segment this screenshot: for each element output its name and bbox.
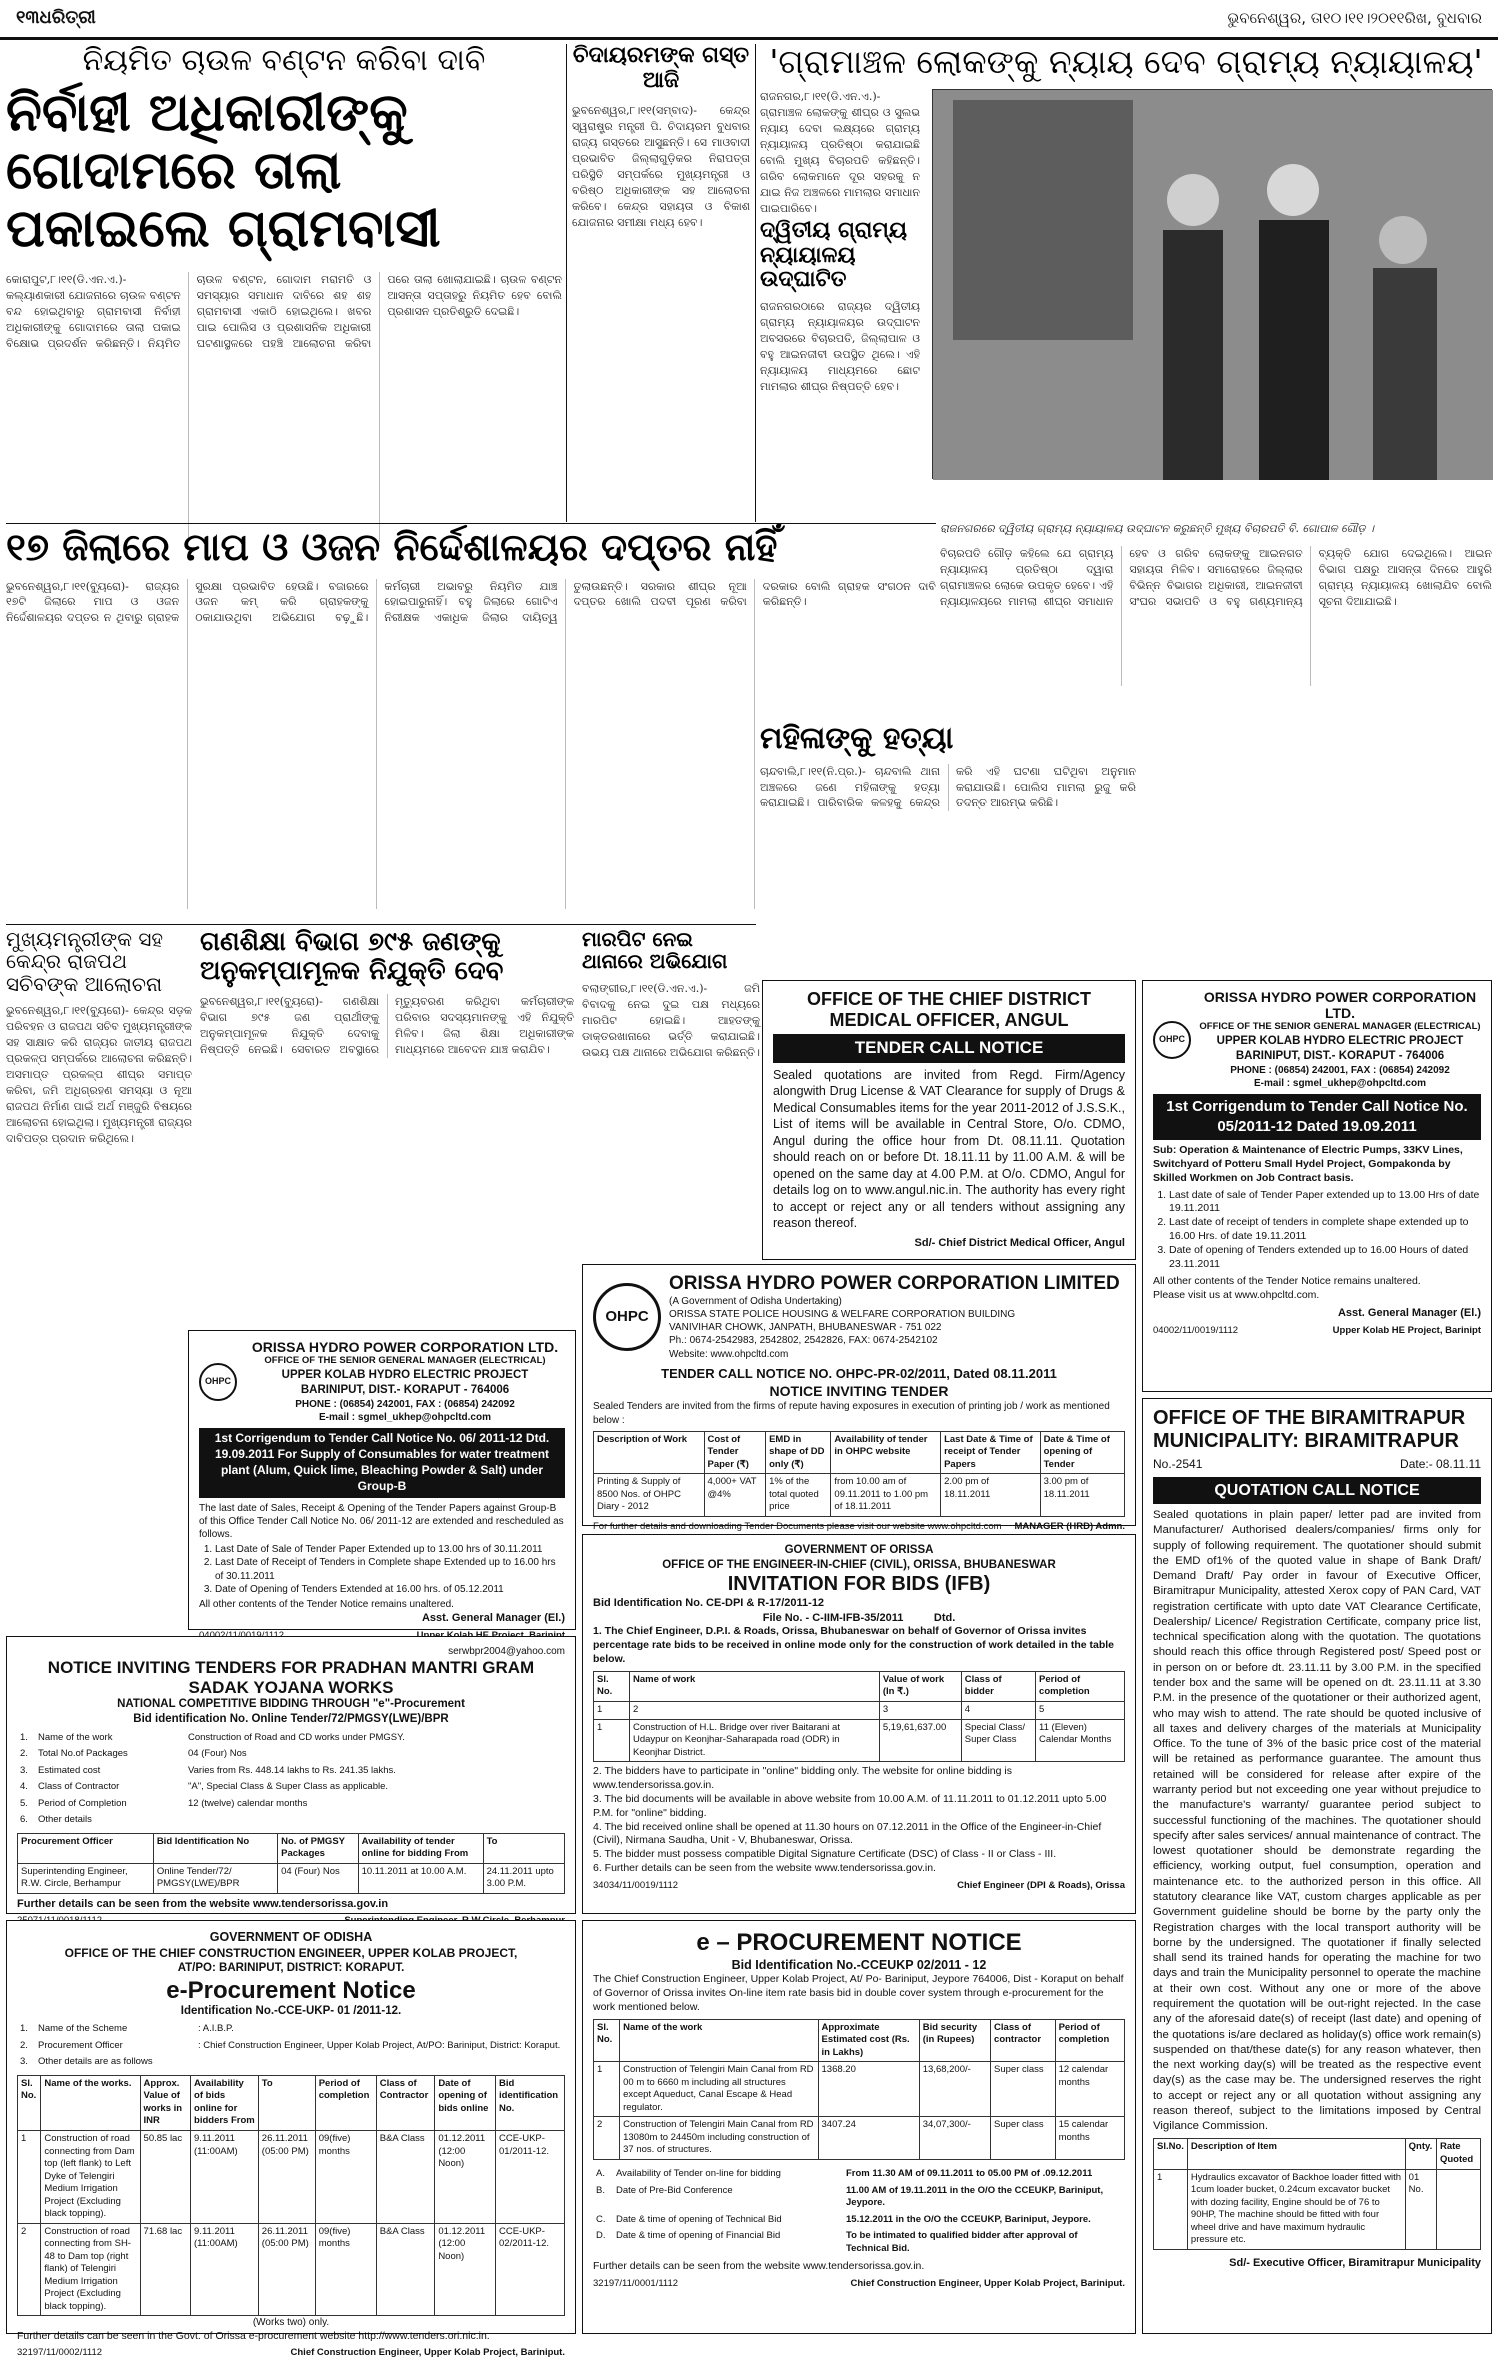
ad-cdmo-angul: [762, 980, 1136, 1260]
ad-ohpc-corrigendum-05: [1142, 980, 1492, 1392]
table-cell: 5,19,61,637.00: [879, 1719, 961, 1762]
ad-company: ORISSA HYDRO POWER CORPORATION LTD.: [251, 1339, 559, 1355]
table-cell: 15 calendar months: [1055, 2117, 1124, 2160]
story-body: କୋରାପୁଟ,୮।୧୧(ଡି.ଏନ.ଏ.)- କଲ୍ୟାଣକାରୀ ଯୋଜନାରେ ଚାଉଳ ବଣ୍ଟନ ବନ୍ଦ ହୋଇଥିବାରୁ ଗ୍ରାମବାସୀ ନିର୍ବାହୀ ଅଧିକାରୀଙ୍କୁ ଗୋଦାମରେ ତାଲା ପକାଇ ବିକ୍ଷୋଭ ପ୍ରଦର୍ଶନ କରିଛନ୍ତି। ନିୟମିତ ଚାଉଳ ବଣ୍ଟନ, ଗୋଦାମ ମରାମତି ଓ ସମସ୍ୟାର ସମାଧାନ ଦାବିରେ ଶହ ଶହ ଗ୍ରାମବାସୀ ଏକାଠି ହୋଇଥିଲେ। ଖବର ପାଇ ପୋଲିସ ଓ ପ୍ରଶାସନିକ ଅଧିକାରୀ ଘଟଣାସ୍ଥଳରେ ପହଞ୍ଚି ଆଲୋଚନା କରିବା ପରେ ତାଲା ଖୋଲାଯାଇଛି। ଚାଉଳ ବଣ୍ଟନ ଆସନ୍ତା ସପ୍ତାହରୁ ନିୟମିତ ହେବ ବୋଲି ପ୍ରଶାସନ ପ୍ରତିଶ୍ରୁତି ଦେଇଛି।: [6, 273, 562, 351]
ohpc-logo-icon: OHPC: [1153, 1021, 1191, 1059]
table-cell: 4.: [20, 1781, 28, 1793]
table-cell: Other details: [38, 1814, 92, 1826]
table-cell: CCE-UKP-02/2011-12.: [496, 2223, 565, 2316]
ad-id: Identification No.-CCE-UKP- 01 /2011-12.: [180, 2005, 402, 2018]
table-cell: Super class: [991, 2117, 1056, 2160]
table-cell: 1: [18, 2130, 41, 2223]
court-inauguration-photo: [932, 89, 1492, 479]
ad-email: serwbpr2004@yahoo.com: [448, 1646, 565, 1657]
table-cell: Super class: [991, 2062, 1056, 2117]
story-body: ବଲାଙ୍ଗୀର,୮।୧୧(ଡି.ଏନ.ଏ.)- ଜମି ବିବାଦକୁ ନେଇ ଦୁଇ ପକ୍ଷ ମଧ୍ୟରେ ମାରପିଟ ହୋଇଛି। ଆହତଙ୍କୁ ଡାକ୍ତରଖାନାରେ ଭର୍ତ୍ତି କରାଯାଇଛି। ଉଭୟ ପକ୍ଷ ଥାନାରେ ଅଭିଯୋଗ କରିଛନ୍ତି।: [582, 981, 760, 1059]
ad-intro: The Chief Construction Engineer, Upper Kolab Project, At/ Po- Bariniput, Jeypore 764006, Dist - Koraput on behalf of Governor of Orissa invites On-line item rate basis bid in double cover system through e-procurement for the work mentioned below.: [593, 1973, 1124, 2013]
ad-title: INVITATION FOR BIDS (IFB): [727, 1573, 991, 1596]
table-cell: Date of Pre-Bid Conference: [616, 2184, 733, 2196]
ad-ohpc-diary-tender: [582, 1264, 1136, 1532]
ad-address: BARINIPUT, DIST.- KORAPUT - 764006: [1235, 1049, 1445, 1062]
table-cell: Estimated cost: [38, 1764, 101, 1776]
ad-corrigendum-bar: 1st Corrigendum to Tender Call Notice No. 06/ 2011-12 Dtd. 19.09.2011 For Supply of Consumables for water treatment plant (Alum, Quick lime, Bleaching Powder & Salt) under Group-B: [199, 1428, 565, 1497]
story-body: ରାଜନଗର,୮।୧୧(ଡି.ଏନ.ଏ.)- ଗ୍ରାମାଞ୍ଚଳ ଲୋକଙ୍କୁ ଶୀଘ୍ର ଓ ସୁଲଭ ନ୍ୟାୟ ଦେବା ଲକ୍ଷ୍ୟରେ ଗ୍ରାମ୍ୟ ନ୍ୟାୟାଳୟ ପ୍ରତିଷ୍ଠା କରାଯାଇଛି ବୋଲି ମୁଖ୍ୟ ବିଚାରପତି କହିଛନ୍ତି। ଗରିବ ଲୋକମାନେ ଦୂର ସହରକୁ ନ ଯାଇ ନିଜ ଅଞ୍ଚଳରେ ମାମଲାର ସମାଧାନ ପାଇପାରିବେ।: [760, 89, 920, 215]
table-cell: Procurement Officer: [38, 2039, 123, 2051]
ad-fields: [17, 2021, 565, 2071]
ad-file-no: File No. - C-IIM-IFB-35/2011 Dtd.: [762, 1611, 956, 1624]
story-continued: ବିଚାରପତି ଗୌଡ଼ କହିଲେ ଯେ ଗ୍ରାମ୍ୟ ନ୍ୟାୟାଳୟ ପ୍ରତିଷ୍ଠା ଦ୍ୱାରା ଗ୍ରାମାଞ୍ଚଳର ଲୋକେ ଉପକୃତ ହେବେ। ଏହି ନ୍ୟାୟାଳୟରେ ମାମଲା ଶୀଘ୍ର ସମାଧାନ ହେବ ଓ ଗରିବ ଲୋକଙ୍କୁ ଆଇନଗତ ସହାୟତା ମିଳିବ। ସମାରୋହରେ ଜିଲ୍ଲାର ବିଭିନ୍ନ ବିଭାଗର ଅଧିକାରୀ, ଆଇନଜୀବୀ ସଂଘର ସଭାପତି ଓ ବହୁ ଗଣ୍ୟମାନ୍ୟ ବ୍ୟକ୍ତି ଯୋଗ ଦେଇଥିଲେ। ଆଇନ ବିଭାଗ ପକ୍ଷରୁ ଆସନ୍ତା ଦିନରେ ଆହୁରି ଗ୍ରାମ୍ୟ ନ୍ୟାୟାଳୟ ଖୋଲାଯିବ ବୋଲି ସୂଚନା ଦିଆଯାଇଛି।: [940, 547, 1492, 608]
masthead: [0, 0, 1498, 40]
table-cell: 5.: [20, 1797, 28, 1809]
ad-title: NOTICE INVITING TENDERS FOR PRADHAN MANTRI GRAM SADAK YOJANA WORKS: [47, 1658, 535, 1697]
table-row: [594, 2062, 1125, 2117]
ad-note: All other contents of the Tender Notice remains unaltered.: [1153, 1274, 1421, 1287]
ad-title: OFFICE OF THE BIRAMITRAPUR MUNICIPALITY: BIRAMITRAPUR: [1153, 1407, 1466, 1452]
ad-band: QUOTATION CALL NOTICE: [1153, 1477, 1481, 1504]
table-cell: 71.68 lac: [140, 2223, 190, 2316]
table-cell: [185, 1812, 565, 1829]
ad-further: Further details can be seen from the website www.tendersorissa.gov.in.: [593, 2260, 925, 2273]
ad-address: AT/PO: BARINIPUT, DISTRICT: KORAPUT.: [177, 1962, 405, 1975]
table-cell: 2: [594, 2117, 620, 2160]
table-cell: Online Tender/72/ PMGSY(LWE)/BPR: [153, 1863, 277, 1893]
table-row: [17, 2054, 565, 2071]
table-cell: 2.00 pm of 18.11.2011: [941, 1474, 1040, 1517]
table-cell: D.: [596, 2230, 606, 2242]
table-row: [594, 2117, 1125, 2160]
table-header: Rate Quoted: [1436, 2139, 1480, 2169]
table-header: Name of the work: [620, 2019, 818, 2062]
table-cell: Name of the work: [38, 1731, 113, 1743]
photo-figures: [933, 90, 1493, 480]
table-cell: 1: [594, 1702, 630, 1720]
ad-visit: Please visit us at www.ohpcltd.com.: [1153, 1288, 1320, 1301]
ad-subtitle: NATIONAL COMPETITIVE BIDDING THROUGH "e"-Procurement: [117, 1698, 465, 1711]
table-row: [593, 2183, 1125, 2212]
table-cell: 2.: [20, 2039, 28, 2051]
ad-items: [199, 1543, 565, 1596]
table-cell: 12 (twelve) calendar months: [188, 1797, 308, 1809]
ad-ref: 34034/11/0019/1112: [593, 1880, 679, 1892]
table-header: Sl. No.: [594, 2019, 620, 2062]
table-cell: Construction of road connecting from SH-48 to Dam top (right flank) of Telengiri Medium Irrigation Project (Excluding black topping).: [41, 2223, 140, 2316]
ad-package-table: [17, 1833, 565, 1894]
ad-intro: Sealed Tenders are invited from the firms of repute having exposures in execution of printing job / work as mentioned below :: [593, 1401, 1110, 1426]
ad-further: Further details can be seen in the Govt. of Orissa e-procurement website http://www.tenders.ori.nic.in.: [17, 2329, 490, 2342]
ad-pmgsy-tender: [6, 1636, 576, 1914]
story-body: ଭୁବନେଶ୍ୱର,୮।୧୧(ବ୍ୟୁରୋ)- କେନ୍ଦ୍ର ସଡ଼କ ପରିବହନ ଓ ରାଜପଥ ସଚିବ ମୁଖ୍ୟମନ୍ତ୍ରୀଙ୍କ ସହ ସାକ୍ଷାତ କରି ରାଜ୍ୟର ଜାତୀୟ ରାଜପଥ ପ୍ରକଳ୍ପ ସମ୍ପର୍କରେ ଆଲୋଚନା କରିଛନ୍ତି। ଅସମାପ୍ତ ପ୍ରକଳ୍ପ ଶୀଘ୍ର ସମାପ୍ତ କରିବା, ଜମି ଅଧିଗ୍ରହଣ ସମସ୍ୟା ଓ ନୂଆ ରାଜପଥ ନିର୍ମାଣ ପାଇଁ ଅର୍ଥ ମଞ୍ଜୁରି ବିଷୟରେ ଆଲୋଚନା ହୋଇଥିଲା। ମୁଖ୍ୟମନ୍ତ୍ରୀ ରାଜ୍ୟର ଦାବିପତ୍ର ପ୍ରଦାନ କରିଥିଲେ।: [6, 1004, 192, 1145]
ad-tender-table: [593, 1431, 1125, 1517]
table-cell: 4,000+ VAT @4%: [704, 1474, 766, 1517]
story-body: ଭୁବନେଶ୍ୱର,୮।୧୧(ସମ୍ବାଦ)- କେନ୍ଦ୍ର ସ୍ୱରାଷ୍ଟ୍ର ମନ୍ତ୍ରୀ ପି. ଚିଦାୟରମ ବୁଧବାର ରାଜ୍ୟ ଗସ୍ତରେ ଆସୁଛନ୍ତି। ସେ ମାଓବାଦୀ ପ୍ରଭାବିତ ଜିଲ୍ଲାଗୁଡ଼ିକର ନିରାପତ୍ତା ପରିସ୍ଥିତି ସମ୍ପର୍କରେ ମୁଖ୍ୟମନ୍ତ୍ରୀ ଓ ବରିଷ୍ଠ ଅଧିକାରୀଙ୍କ ସହ ଆଲୋଚନା କରିବେ। କେନ୍ଦ୍ର ସହାୟତା ଓ ବିକାଶ ଯୋଜନାର ସମୀକ୍ଷା ମଧ୍ୟ ହେବ।: [572, 104, 750, 229]
table-row: [17, 1796, 565, 1813]
ohpc-logo-icon: OHPC: [593, 1283, 661, 1351]
ad-line: Ph.: 0674-2542983, 2542802, 2542826, FAX: 0674-2542102: [669, 1335, 938, 1347]
table-header: Sl. No.: [18, 2075, 41, 2130]
ad-title: e-Procurement Notice: [166, 1976, 416, 2004]
story-headline: ମାରପିଟ ନେଇ ଥାନାରେ ଅଭିଯୋଗ: [582, 927, 728, 974]
story-headline: ମୁଖ୍ୟମନ୍ତ୍ରୀଙ୍କ ସହ କେନ୍ଦ୍ର ରାଜପଥ ସଚିବଙ୍କ ଆଲୋଚନା: [6, 927, 164, 996]
table-header: Availability of tender online for bidding From: [358, 1833, 483, 1863]
table-header: To: [483, 1833, 564, 1863]
ad-band: TENDER CALL NOTICE: [773, 1034, 1125, 1062]
ad-item: 2. The bidders have to participate in "online" bidding only. The website for online bidding is www.tendersorissa.gov.in.: [593, 1765, 1012, 1791]
ad-intro: The last date of Sales, Receipt & Opening of the Tender Papers against Group-B of this Office Tender Call Notice No. 06/ 2011-12 are extended and rescheduled as follows.: [199, 1502, 564, 1541]
ad-phone: PHONE : (06854) 242001, FAX : (06854) 242092: [1230, 1065, 1450, 1077]
ad-line: Website: www.ohpcltd.com: [669, 1348, 789, 1360]
table-cell: 2: [630, 1702, 880, 1720]
ad-signature: Sd/- Executive Officer, Biramitrapur Municipality: [1229, 2256, 1481, 2269]
ad-office: OFFICE OF THE ENGINEER-IN-CHIEF (CIVIL), ORISSA, BHUBANESWAR: [662, 1559, 1056, 1572]
ad-item: 5. The bidder must possess compatible Digital Signature Certificate (DSC) of Class - II or Class - III.: [593, 1848, 1057, 1861]
table-cell: Total No.of Packages: [38, 1748, 128, 1760]
table-cell: B.: [596, 2184, 605, 2196]
ad-item: 1. Last Date of Sale of Tender Paper Extended up to 13.00 hrs of 30.11.2011: [215, 1543, 565, 1556]
table-header: Qnty.: [1405, 2139, 1436, 2169]
ad-eprocurement-02: [582, 1920, 1136, 2334]
table-row: [593, 2166, 1125, 2183]
table-header: Class of contractor: [991, 2019, 1056, 2062]
table-row: [17, 1812, 565, 1829]
table-header: Class of Contractor: [376, 2075, 435, 2130]
table-cell: 9.11.2011 (11:00AM): [191, 2130, 259, 2223]
ad-company: ORISSA HYDRO POWER CORPORATION LTD.: [1203, 989, 1477, 1022]
table-header: Bid security (in Rupees): [919, 2019, 990, 2062]
ohpc-logo-icon: OHPC: [199, 1363, 237, 1401]
story-headline: ମହିଳାଙ୍କୁ ହତ୍ୟା: [760, 721, 954, 756]
table-row: [17, 1746, 565, 1763]
table-cell: Printing & Supply of 8500 Nos. of OHPC Diary - 2012: [594, 1474, 705, 1517]
story-body: ଭୁବନେଶ୍ୱର,୮।୧୧(ବ୍ୟୁରୋ)- ଗଣଶିକ୍ଷା ବିଭାଗ ୭୯୫ ଜଣ ପ୍ରାର୍ଥୀଙ୍କୁ ଅନୁକମ୍ପାମୂଳକ ନିଯୁକ୍ତି ଦେବାକୁ ନିଷ୍ପତ୍ତି ନେଇଛି। ସେବାରତ ଅବସ୍ଥାରେ ମୃତ୍ୟୁବରଣ କରିଥିବା କର୍ମଚାରୀଙ୍କ ପରିବାର ସଦସ୍ୟମାନଙ୍କୁ ଏହି ନିଯୁକ୍ତି ମିଳିବ। ଜିଲା ଶିକ୍ଷା ଅଧିକାରୀଙ୍କ ମାଧ୍ୟମରେ ଆବେଦନ ଯାଞ୍ଚ କରାଯିବ।: [200, 995, 574, 1057]
table-header: Bid identification No.: [496, 2075, 565, 2130]
ad-email: E-mail : sgmel_ukhep@ohpcltd.com: [318, 1412, 491, 1424]
table-cell: 26.11.2011 (05:00 PM): [258, 2130, 315, 2223]
table-row: [1154, 2169, 1481, 2249]
table-row: [17, 2021, 565, 2038]
ad-further: Further details can be seen from the website www.tendersorissa.gov.in: [17, 1897, 389, 1910]
table-cell: Date & time of opening of Technical Bid: [616, 2213, 782, 2225]
table-cell: 2.: [20, 1748, 28, 1760]
table-header: Name of work: [630, 1671, 880, 1701]
table-cell: 13,68,200/-: [919, 2062, 990, 2117]
ad-items: [1153, 1189, 1481, 1272]
ad-ref: 32197/11/0001/1112: [593, 2278, 679, 2290]
section-rule: [6, 523, 936, 524]
ad-government: GOVERNMENT OF ORISSA: [784, 1544, 934, 1556]
table-cell: 3407.24: [818, 2117, 919, 2160]
table-header: Period of completion: [1036, 1671, 1125, 1701]
table-cell: 9.11.2011 (11:00AM): [191, 2223, 259, 2316]
ad-email: E-mail : sgmel_ukhep@ohpcltd.com: [1253, 1078, 1426, 1090]
ad-title: e – PROCUREMENT NOTICE: [696, 1929, 1022, 1956]
table-header: Last Date & Time of receipt of Tender Papers: [941, 1431, 1040, 1474]
story-subhead: ଦ୍ୱିତୀୟ ଗ୍ରାମ୍ୟ ନ୍ୟାୟାଳୟ ଉଦ୍‌ଘାଟିତ: [760, 217, 908, 293]
table-cell: 11.00 AM of 19.11.2011 in the O/O the CCEUKP, Bariniput, Jeypore.: [846, 2184, 1104, 2209]
table-cell: Construction of Telengiri Main Canal from RD 13080m to 24450m including construction of 37 nos. of structures.: [620, 2117, 818, 2160]
story-gram-nyayalaya: [760, 44, 1492, 524]
table-cell: from 10.00 am of 09.11.2011 to 1.00 pm of 18.11.2011: [831, 1474, 941, 1517]
ad-place: Upper Kolab HE Project, Barinipt: [1332, 1325, 1481, 1336]
table-cell: [195, 2054, 565, 2071]
ad-designation: Asst. General Manager (El.): [1337, 1307, 1481, 1320]
table-cell: Superintending Engineer, R.W. Circle, Berhampur: [18, 1863, 154, 1893]
story-headline: ନିର୍ବାହୀ ଅଧିକାରୀଙ୍କୁ ଗୋଦାମରେ ତାଲା ପକାଇଲେ ଗ୍ରାମବାସୀ: [6, 82, 441, 260]
ad-eprocurement-01: [6, 1920, 576, 2359]
ad-signature: Chief Construction Engineer, Upper Kolab Project, Bariniput.: [850, 2278, 1125, 2290]
ad-office: OFFICE OF THE SENIOR GENERAL MANAGER (ELECTRICAL): [1199, 1021, 1481, 1033]
table-cell: 01.12.2011 (12:00 Noon): [435, 2130, 496, 2223]
ad-footnote: For further details and downloading Tender Documents please visit our website www.ohpcltd.com: [593, 1520, 1002, 1532]
ad-title: OFFICE OF THE CHIEF DISTRICT: [807, 989, 1091, 1009]
table-cell: 09(five) months: [315, 2130, 376, 2223]
story-godown-lock: [6, 44, 562, 522]
table-cell: Construction of Road and CD works under PMGSY.: [188, 1731, 405, 1743]
ad-office: OFFICE OF THE CHIEF CONSTRUCTION ENGINEER, UPPER KOLAB PROJECT,: [64, 1945, 518, 1960]
story-headline: ଗଣଶିକ୍ଷା ବିଭାଗ ୭୯୫ ଜଣଙ୍କୁ ଅନୁକମ୍ପାମୂଳକ ନିଯୁକ୍ତି ଦେବ: [200, 927, 504, 987]
ad-item: 2. Last date of receipt of tenders in complete shape extended up to 16.00 Hrs. of date 19.11.2011: [1169, 1216, 1481, 1244]
ad-ifb-table: [593, 1671, 1125, 1762]
table-cell: 3.: [20, 2056, 28, 2068]
table-cell: 1368.20: [818, 2062, 919, 2117]
table-header: To: [258, 2075, 315, 2130]
story-compassionate-appointment: [200, 928, 574, 1328]
table-header: Cost of Tender Paper (₹): [704, 1431, 766, 1474]
table-cell: 1: [1154, 2169, 1188, 2249]
ad-items-table: [1153, 2138, 1481, 2249]
story-body: ଭୁବନେଶ୍ୱର,୮।୧୧(ବ୍ୟୁରୋ)- ରାଜ୍ୟର ୧୭ଟି ଜିଲାରେ ମାପ ଓ ଓଜନ ନିର୍ଦ୍ଦେଶାଳୟର ଦପ୍ତର ନ ଥିବାରୁ ଗ୍ରାହକ ସୁରକ୍ଷା ପ୍ରଭାବିତ ହେଉଛି। ବଜାରରେ ଓଜନ କମ୍ କରି ଗ୍ରାହକଙ୍କୁ ଠକାଯାଉଥିବା ଅଭିଯୋଗ ବଢ଼ୁଛି। କର୍ମଚାରୀ ଅଭାବରୁ ନିୟମିତ ଯାଞ୍ଚ ହୋଇପାରୁନାହିଁ। ବହୁ ଜିଲାରେ ଗୋଟିଏ ନିରୀକ୍ଷକ ଏକାଧିକ ଜିଲାର ଦାୟିତ୍ୱ ତୁଲାଉଛନ୍ତି। ସରକାର ଶୀଘ୍ର ନୂଆ ଦପ୍ତର ଖୋଲି ପଦବୀ ପୂରଣ କରିବା ଦରକାର ବୋଲି ଗ୍ରାହକ ସଂଗଠନ ଦାବି କରିଛନ୍ତି।: [6, 579, 936, 625]
ad-project: UPPER KOLAB HYDRO ELECTRIC PROJECT: [1216, 1034, 1464, 1047]
table-header: Date of opening of bids online: [435, 2075, 496, 2130]
newspaper-logo: ୧୩ଧରିତ୍ରୀ: [16, 7, 96, 29]
table-header: Description of Work: [594, 1431, 705, 1474]
ad-line: VANIVIHAR CHOWK, JANPATH, BHUBANESWAR - 751 022: [669, 1322, 942, 1334]
table-cell: 50.85 lac: [140, 2130, 190, 2223]
table-cell: 01 No.: [1405, 2169, 1436, 2249]
column-rule: [566, 44, 567, 522]
table-cell: Class of Contractor: [38, 1781, 120, 1793]
table-header: Availability of tender in OHPC website: [831, 1431, 941, 1474]
ad-biramitrapur-quotation: [1142, 1398, 1492, 2334]
table-cell: 1: [594, 1719, 630, 1762]
table-header: Name of the works.: [41, 2075, 140, 2130]
story-sub-body: ରାଜନଗରଠାରେ ରାଜ୍ୟର ଦ୍ୱିତୀୟ ଗ୍ରାମ୍ୟ ନ୍ୟାୟାଳୟର ଉଦ୍‌ଘାଟନ ଅବସରରେ ବିଚାରପତି, ଜିଲ୍ଲାପାଳ ଓ ବହୁ ଆଇନଜୀବୀ ଉପସ୍ଥିତ ଥିଲେ। ଏହି ନ୍ୟାୟାଳୟ ମାଧ୍ୟମରେ ଛୋଟ ମାମଲାର ଶୀଘ୍ର ନିଷ୍ପତ୍ତି ହେବ।: [760, 299, 920, 393]
table-cell: 10.11.2011 at 10.00 A.M.: [358, 1863, 483, 1893]
ad-invitation-for-bids: [582, 1534, 1136, 1914]
table-cell: 6.: [20, 1814, 28, 1826]
ad-office: OFFICE OF THE SENIOR GENERAL MANAGER (ELECTRICAL): [264, 1355, 546, 1367]
ad-corrigendum-bar: 1st Corrigendum to Tender Call Notice No. 05/2011-12 Dated 19.09.2011: [1153, 1094, 1481, 1140]
ad-note: (Works two) only.: [252, 2317, 330, 2329]
story-headline: ଚିଦାୟରମଙ୍କ ଗସ୍ତ ଆଜି: [572, 43, 750, 93]
ad-bid-id: Bid identification No. Online Tender/72/PMGSY(LWE)/BPR: [133, 1713, 449, 1726]
table-cell: 04 (Four) Nos: [188, 1748, 247, 1760]
table-cell: Date & time of opening of Financial Bid: [616, 2230, 781, 2242]
table-cell: CCE-UKP-01/2011-12.: [496, 2130, 565, 2223]
table-cell: 04 (Four) Nos: [278, 1863, 358, 1893]
table-cell: 1.: [20, 2023, 28, 2035]
table-cell: 1: [594, 2062, 620, 2117]
ad-designation: Asst. General Manager (El.): [421, 1612, 565, 1625]
table-header: Sl. No.: [594, 1671, 630, 1701]
table-cell: 34,07,300/-: [919, 2117, 990, 2160]
table-cell: B&A Class: [376, 2223, 435, 2316]
table-row: [17, 1730, 565, 1747]
ad-bid-id: Bid Identification No.-CCEUKP 02/2011 - 12: [731, 1957, 987, 1972]
table-cell: B&A Class: [376, 2130, 435, 2223]
table-row: [593, 2228, 1125, 2257]
photo-caption: ରାଜନଗରରେ ଦ୍ୱିତୀୟ ଗ୍ରାମ୍ୟ ନ୍ୟାୟାଳୟ ଉଦ୍‌ଘାଟନ କରୁଛନ୍ତି ମୁଖ୍ୟ ବିଚାରପତି ବି. ଗୋପାଳ ଗୌଡ଼ ।: [940, 522, 1374, 535]
table-header: Approx. Value of works in INR: [140, 2075, 190, 2130]
story-headline: ୧୭ ଜିଲାରେ ମାପ ଓ ଓଜନ ନିର୍ଦ୍ଦେଶାଳୟର ଦପ୍ତର ନାହିଁ: [6, 525, 778, 569]
table-cell: 01.12.2011 (12:00 Noon): [435, 2223, 496, 2316]
table-cell: Period of Completion: [38, 1797, 127, 1809]
table-cell: 24.11.2011 upto 3.00 P.M.: [483, 1863, 564, 1893]
table-cell: 26.11.2011 (05:00 PM): [258, 2223, 315, 2316]
table-cell: Name of the Scheme: [38, 2023, 128, 2035]
table-cell: Other details are as follows: [38, 2056, 153, 2068]
table-cell: Special Class/ Super Class: [961, 1719, 1035, 1762]
table-cell: Construction of road connecting from Dam top (left flank) to Left Dyke of Telengiri Medium Irrigation Project (Excluding black topping).: [41, 2130, 140, 2223]
ad-line: ORISSA STATE POLICE HOUSING & WELFARE CORPORATION BUILDING: [669, 1309, 1016, 1321]
ad-number: No.-2541: [1153, 1457, 1203, 1471]
dateline: ଭୁବନେଶ୍ୱର, ତା୧୦।୧୧।୨୦୧୧ରିଖ, ବୁଧବାର: [1227, 9, 1482, 28]
table-cell: From 11.30 AM of 09.11.2011 to 05.00 PM of .09.12.2011: [846, 2167, 1093, 2179]
ad-signature: Chief Construction Engineer, Upper Kolab Project, Bariniput.: [290, 2347, 565, 2359]
table-row: [17, 2038, 565, 2055]
story-headline: 'ଗ୍ରାମାଞ୍ଚଳ ଲୋକଙ୍କୁ ନ୍ୟାୟ ଦେବ ଗ୍ରାମ୍ୟ ନ୍ୟାୟାଳୟ': [769, 42, 1483, 81]
ad-subject: Sub: Operation & Maintenance of Electric Pumps, 33KV Lines, Switchyard of Potteru Small Hydel Project, Gompakonda by Skilled Workmen on Job Contract basis.: [1153, 1144, 1463, 1184]
table-row: [18, 2223, 565, 2316]
table-row: [17, 1779, 565, 1796]
section-rule: [6, 924, 756, 925]
table-header: EMD in shape of DD only (₹): [766, 1431, 831, 1474]
table-cell: Varies from Rs. 448.14 lakhs to Rs. 241.35 lakhs.: [188, 1764, 396, 1776]
table-header: Approximate Estimated cost (Rs. in Lakhs): [818, 2019, 919, 2062]
table-cell: Hydraulics excavator of Backhoe loader fitted with 1cum loader bucket, 0.24cum excavator bucket with dozing facility, Engine should be of 76 to 90HP, The machine should be fitted with four wheel drive and have maximum hydraulic pressure etc.: [1187, 2169, 1405, 2249]
table-cell: Construction of H.L. Bridge over river Baitarani at Udaypur on Keonjhar-Saharapada road (ODR) in Keonjhar District.: [630, 1719, 880, 1762]
table-cell: : Chief Construction Engineer, Upper Kolab Project, At/PO: Bariniput, District: Koraput.: [198, 2039, 561, 2051]
ad-signature: Chief Engineer (DPI & Roads), Orissa: [957, 1880, 1125, 1892]
table-cell: 09(five) months: [315, 2223, 376, 2316]
story-woman-murder: [760, 722, 1136, 906]
story-kicker: ନିୟମିତ ଚାଉଳ ବଣ୍ଟନ କରିବା ଦାବି: [82, 43, 486, 78]
story-highway-secretary: [6, 928, 192, 1578]
table-cell: To be intimated to qualified bidder after approval of Technical Bid.: [846, 2230, 1078, 2254]
ad-note: All other contents of the Tender Notice remains unaltered.: [199, 1598, 454, 1610]
table-header: No. of PMGSY Packages: [278, 1833, 358, 1863]
ad-body: Sealed quotations in plain paper/ letter pad are invited from Manufacturer/ Authorised dealers/companies/ firms only for supply of following requirement. The quotationer should submit the EMD of1% of the quoted value in shape of Bank Draft/ Demand Draft/ Pay order in favour of Executive Officer, Biramitrapur Municipality, attested Xerox copy of PAN Card, VAT registration certificate with upto date VAT Clearance Certificate, Dealership/ Licence/ Registration Certificate, company price list, technical specification along with the quotation. The quotations should reach this office through Registered post/ Speed post or in person on or before dt. 23.11.11 by 3.00 P.M. in the specified tender box and the same will be opened on dt. 23.11.11 at 3.30 P.M. in the presence of the quotationer or their authorized agent, who may wish to attend. The rate should be quoted inclusive of all taxes and delivery charges of the materials at Municipality Office. To the tune of 3% of the basic price cost of the material will be retained as performance guarantee. The amount thus retained will be considered for release after expire of the warranty period but not exceeding one year without prejudice to the manufacture's warranty/ guarantee period subject to successful functioning of the machines. The quotationer should specify after sales services/ annual maintenance of contract. The lowest quotationer should be demonstrate regarding the efficiency, working output, fuel consumption, operation and maintenance etc. to the authorized person in this office. All statutory clearance like VAT, custom charges applicable as per Government guideline should be borne by the party only the Registration charges with the local transport authority will be borne by the undersigned. The quotationer if finally selected shall send its trained hands for operating the machine for two days and train the Municipality personnel to operate the machine at their own cost. Without any one or more of the above requirement the quotation will be out-right rejected. In the case any of the aforesaid date(s) of receipt (last date) and opening of the quotations is/are declared as holiday(s) office work remain(s) suspended on that/these date(s) for any reason whatever, then the next working day(s) will be treated as the respective event day(s) as the case may be. The undersigned reserves the right to accept or reject any or all quotation without assigning any reason thereof, subject to the limitations imposed by Central Vigilance Commission.: [1153, 1508, 1481, 2133]
ad-item: 4. The bid received online shall be opened at 11.30 hours on 07.12.2011 in the Office of the Engineer-in-Chief (Civil), Nirmana Saudha, Unit - V, Bhubaneswar, Orissa.: [593, 1820, 1102, 1847]
table-header: Description of Item: [1187, 2139, 1405, 2169]
table-header: Period of completion: [315, 2075, 376, 2130]
table-row: [18, 1863, 565, 1893]
table-cell: 11 (Eleven) Calendar Months: [1036, 1719, 1125, 1762]
table-cell: : A.I.B.P.: [198, 2023, 234, 2035]
table-column-numbers: [594, 1702, 1125, 1720]
ad-item: 1. Last date of sale of Tender Paper extended up to 13.00 Hrs of date 19.11.2011: [1169, 1189, 1481, 1217]
ad-ohpc-corrigendum-06: [188, 1330, 576, 1630]
table-row: [18, 2130, 565, 2223]
table-row: [594, 1719, 1125, 1762]
ad-item: 3. The bid documents will be available in above website from 10.00 A.M. of 11.11.2011 to 01.12.2011 upto 5.00 P.M. for "online" bidding.: [593, 1792, 1107, 1819]
table-cell: A.: [596, 2167, 605, 2179]
table-cell: Construction of Telengiri Main Canal from RD 00 m to 6660 m including all structures except Aqueduct, Canal Escape & Head regulator.: [620, 2062, 818, 2117]
ad-item: 2. Last Date of Receipt of Tenders in Complete shape Extended up to 16.00 hrs of 30.11.2011: [215, 1556, 565, 1582]
table-row: [593, 2212, 1125, 2229]
table-cell: [1436, 2169, 1480, 2249]
ad-schedule: [593, 2166, 1125, 2257]
ad-title-2: MEDICAL OFFICER, ANGUL: [829, 1009, 1069, 1030]
ad-bid-id: Bid Identification No. CE-DPI & R-17/2011-12: [593, 1597, 825, 1610]
ad-body: Sealed quotations are invited from Regd. Firm/Agency alongwith Drug License & VAT Clearance for supply of Drugs & Medical Consumables items for the year 2011-2012 of J.S.S.K., List of items will be available in Central Store, O/o. CDMO, Angul during the office hour from Dt. 08.11.11. Quotation should reach on or before Dt. 18.11.11 by 11.00 A.M. & will be opened on the same day at 4.00 P.M. at O/o. CDMO, Angul for details log on to www.angul.nic.in. The authority has every right to accept or reject any or all tenders without assigning any reason thereof.: [773, 1067, 1125, 1231]
table-header: Period of completion: [1055, 2019, 1124, 2062]
table-row: [17, 1763, 565, 1780]
table-header: Procurement Officer: [18, 1833, 154, 1863]
table-header: Class of bidder: [961, 1671, 1035, 1701]
table-header: Sl.No.: [1154, 2139, 1188, 2169]
ad-works-table: [593, 2019, 1125, 2160]
ad-item: 3. Date of Opening of Tenders Extended at 16.00 hrs. of 05.12.2011: [215, 1583, 565, 1596]
table-cell: Availability of Tender on-line for bidding: [616, 2167, 781, 2179]
ad-address: BARINIPUT, DIST.- KORAPUT - 764006: [300, 1383, 510, 1396]
ad-notice-no: TENDER CALL NOTICE NO. OHPC-PR-02/2011, Dated 08.11.2011: [661, 1365, 1057, 1381]
table-cell: 3: [879, 1702, 961, 1720]
ad-item: 6. Further details can be seen from the website www.tendersorissa.gov.in.: [593, 1862, 936, 1875]
table-cell: 3.00 pm of 18.11.2011: [1040, 1474, 1124, 1517]
table-cell: 1.: [20, 1731, 28, 1743]
ad-fields: [17, 1730, 565, 1829]
story-chidambaram-visit: [572, 44, 750, 522]
ad-phone: PHONE : (06854) 242001, FAX : (06854) 242092: [295, 1398, 515, 1410]
ad-notice-title: NOTICE INVITING TENDER: [769, 1382, 949, 1399]
table-cell: 1% of the total quoted price: [766, 1474, 831, 1517]
ad-intro: 1. The Chief Engineer, D.P.I. & Roads, Orissa, Bhubaneswar on behalf of Governor of Orissa invites percentage rate bids to be received in online mode only for the construction of work detailed in the table below.: [593, 1625, 1115, 1666]
table-header: Value of work (In ₹.): [879, 1671, 961, 1701]
ad-works-table: [17, 2075, 565, 2317]
table-cell: 5: [1036, 1702, 1125, 1720]
table-cell: C.: [596, 2213, 606, 2225]
ad-project: UPPER KOLAB HYDRO ELECTRIC PROJECT: [281, 1368, 529, 1381]
ad-item: 3. Date of opening of Tenders extended up to 16.00 Hours of dated 23.11.2011: [1169, 1244, 1481, 1272]
ad-government: GOVERNMENT OF ODISHA: [209, 1930, 373, 1944]
ad-line: (A Government of Odisha Undertaking): [669, 1295, 842, 1307]
story-body: ଚାନ୍ଦବାଲି,୮।୧୧(ନି.ପ୍ର.)- ଚାନ୍ଦବାଲି ଥାନା ଅଞ୍ଚଳରେ ଜଣେ ମହିଳାଙ୍କୁ ହତ୍ୟା କରାଯାଇଛି। ପାରିବାରିକ କଳହକୁ କେନ୍ଦ୍ର କରି ଏହି ଘଟଣା ଘଟିଥିବା ଅନୁମାନ କରାଯାଉଛି। ପୋଲିସ ମାମଲା ରୁଜୁ କରି ତଦନ୍ତ ଆରମ୍ଭ କରିଛି।: [760, 764, 1136, 810]
ad-signature: MANAGER (HRD) Admn.: [1014, 1520, 1125, 1532]
ad-company: ORISSA HYDRO POWER CORPORATION LIMITED: [669, 1273, 1120, 1294]
table-row: [594, 1474, 1125, 1517]
table-header: Bid Identification No: [153, 1833, 277, 1863]
table-cell: 2: [18, 2223, 41, 2316]
table-header: Date & Time of opening of Tender: [1040, 1431, 1124, 1474]
ad-signature: Sd/- Chief District Medical Officer, Angul: [914, 1236, 1125, 1249]
table-cell: 15.12.2011 in the O/O the CCEUKP, Bariniput, Jeypore.: [846, 2213, 1091, 2225]
table-cell: 12 calendar months: [1055, 2062, 1124, 2117]
column-rule: [755, 44, 756, 522]
table-cell: 4: [961, 1702, 1035, 1720]
ad-ref: 32197/11/0002/1112: [17, 2347, 103, 2359]
table-header: Availability of bids online for bidders From: [191, 2075, 259, 2130]
ad-date: Date:- 08.11.11: [1400, 1457, 1481, 1471]
table-cell: "A", Special Class & Super Class as applicable.: [188, 1781, 389, 1793]
ad-ref: 04002/11/0019/1112: [1153, 1325, 1239, 1336]
table-cell: 3.: [20, 1764, 28, 1776]
